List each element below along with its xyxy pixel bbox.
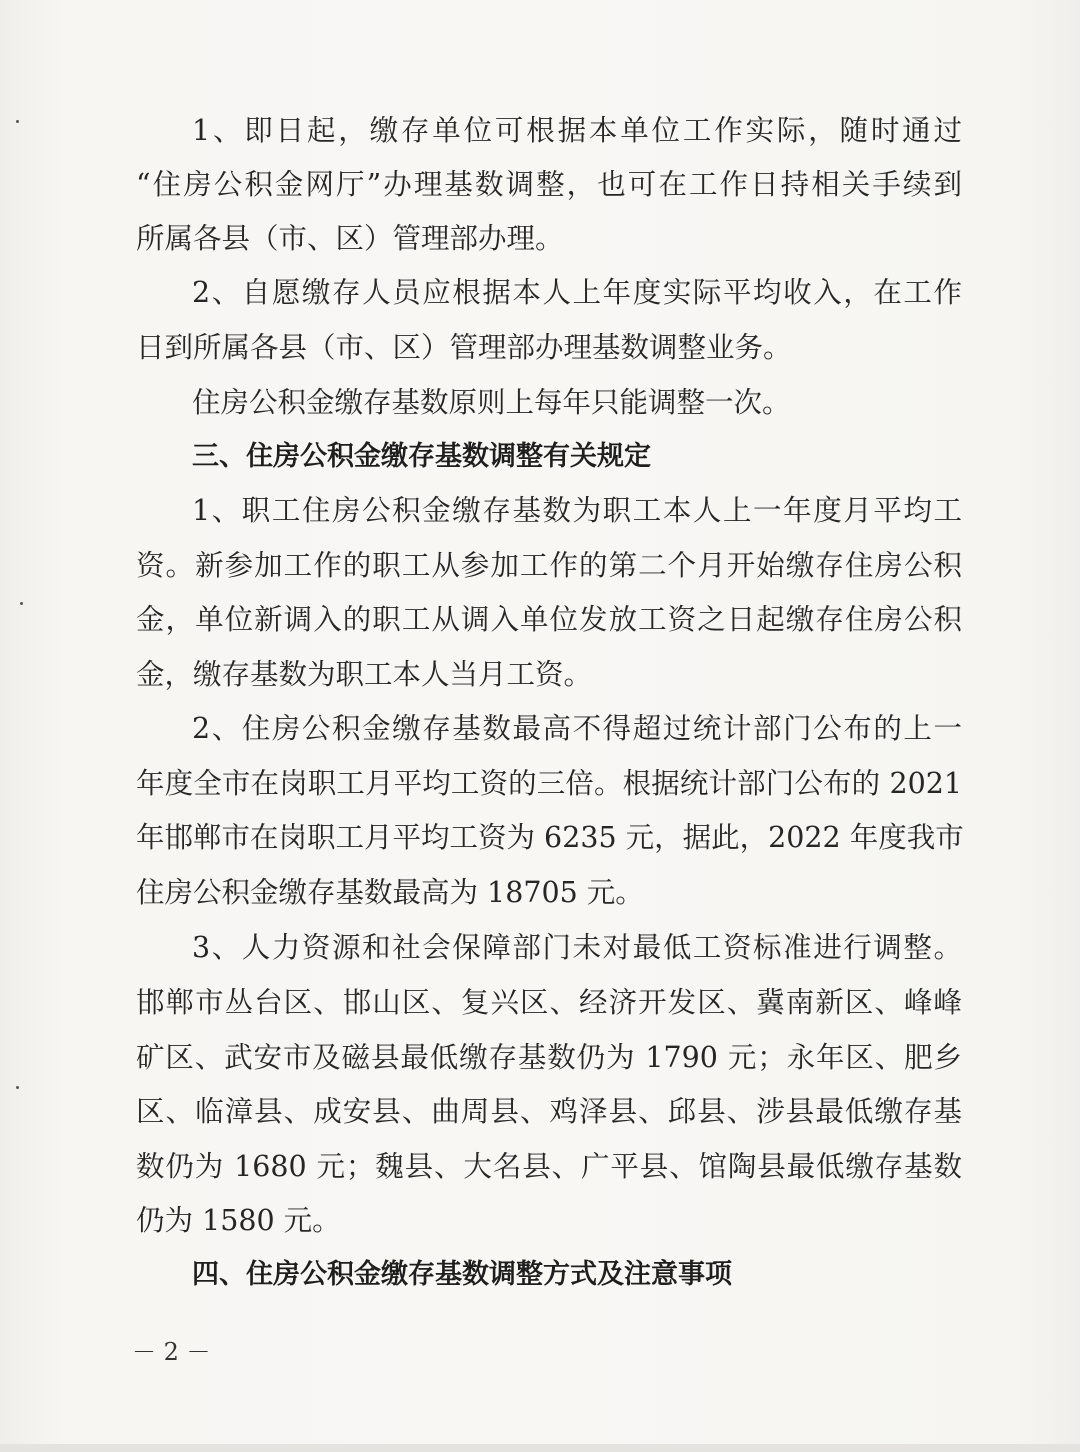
- paragraph-line: 住房公积金缴存基数最高为 18705 元。: [136, 876, 644, 909]
- paragraph-line: 仍为 1580 元。: [136, 1204, 341, 1237]
- section-heading: 三、住房公积金缴存基数调整有关规定: [192, 441, 651, 472]
- page-number: － 2 －: [132, 1338, 211, 1366]
- paragraph-line: “住房公积金网厅”办理基数调整，也可在工作日持相关手续到: [136, 168, 962, 201]
- scan-speck: [20, 602, 23, 605]
- paragraph-line: 数仍为 1680 元；魏县、大名县、广平县、馆陶县最低缴存基数: [136, 1150, 962, 1183]
- page-bottom-edge: [0, 1444, 1080, 1452]
- paragraph-line: 年邯郸市在岗职工月平均工资为 6235 元，据此，2022 年度我市: [136, 821, 964, 854]
- paragraph-line: 住房公积金缴存基数原则上每年只能调整一次。: [192, 386, 791, 419]
- section-heading: 四、住房公积金缴存基数调整方式及注意事项: [192, 1259, 732, 1290]
- paragraph-line: 邯郸市丛台区、邯山区、复兴区、经济开发区、冀南新区、峰峰: [136, 986, 962, 1019]
- scan-speck: [16, 120, 19, 123]
- paragraph-line: 2、自愿缴存人员应根据本人上年度实际平均收入，在工作: [192, 276, 962, 309]
- paragraph-line: 年度全市在岗职工月平均工资的三倍。根据统计部门公布的 2021: [136, 767, 962, 800]
- paragraph-line: 1、即日起，缴存单位可根据本单位工作实际，随时通过: [192, 114, 962, 147]
- paragraph-line: 矿区、武安市及磁县最低缴存基数仍为 1790 元；永年区、肥乡: [136, 1041, 962, 1074]
- paragraph-line: 3、人力资源和社会保障部门未对最低工资标准进行调整。: [192, 931, 962, 964]
- paragraph-line: 所属各县（市、区）管理部办理。: [136, 222, 564, 255]
- paragraph-line: 日到所属各县（市、区）管理部办理基数调整业务。: [136, 331, 792, 364]
- paragraph-line: 金，缴存基数为职工本人当月工资。: [136, 658, 593, 691]
- paragraph-line: 区、临漳县、成安县、曲周县、鸡泽县、邱县、涉县最低缴存基: [136, 1095, 962, 1128]
- scan-speck: [16, 1086, 19, 1089]
- paragraph-line: 1、职工住房公积金缴存基数为职工本人上一年度月平均工: [192, 494, 962, 527]
- paragraph-line: 金，单位新调入的职工从调入单位发放工资之日起缴存住房公积: [136, 603, 962, 636]
- paragraph-line: 2、住房公积金缴存基数最高不得超过统计部门公布的上一: [192, 712, 962, 745]
- paragraph-line: 资。新参加工作的职工从参加工作的第二个月开始缴存住房公积: [136, 549, 962, 582]
